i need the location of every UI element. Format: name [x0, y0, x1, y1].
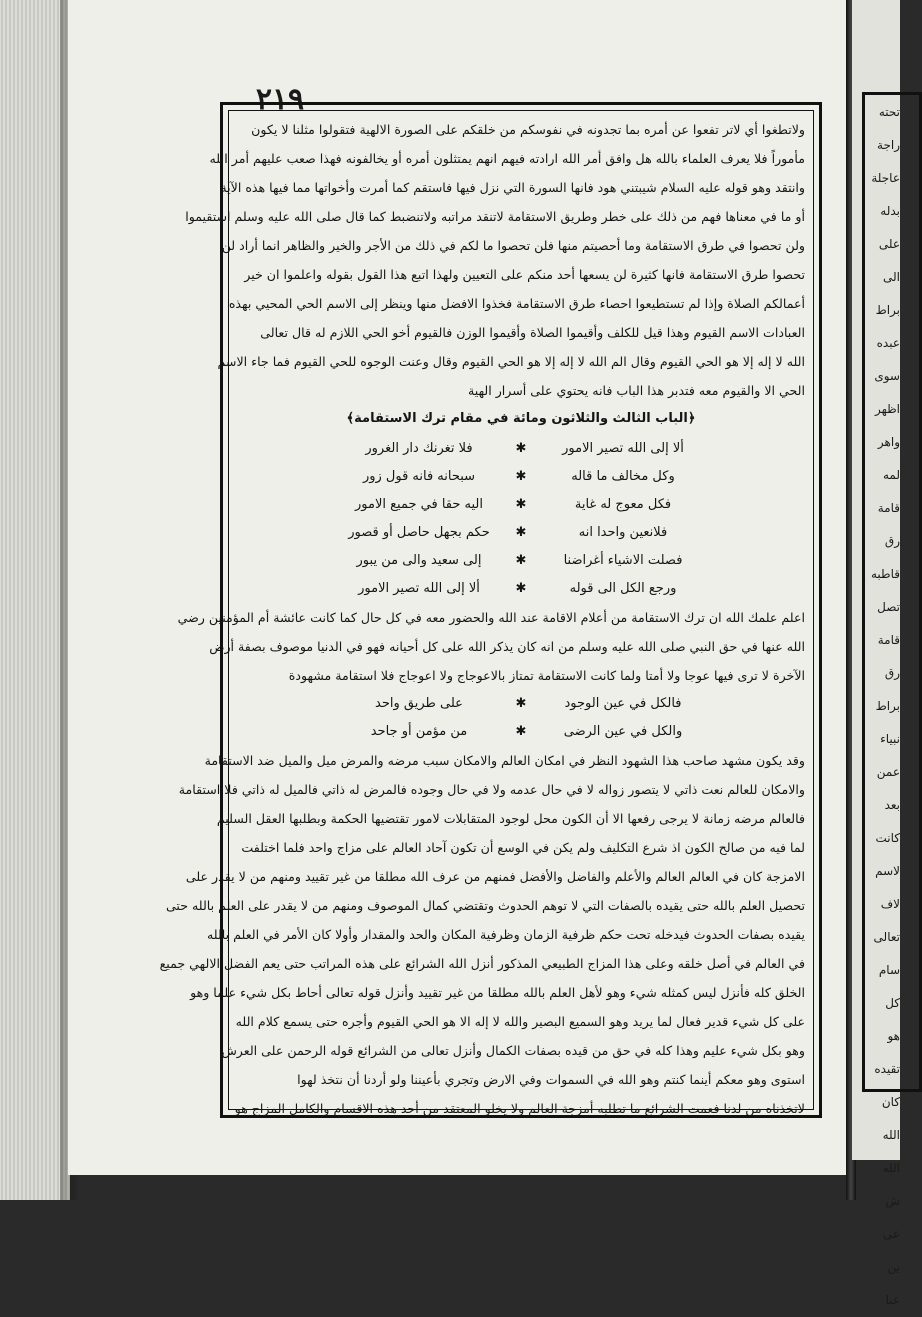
verse-first-hemistich: وكل مخالف ما قاله: [571, 469, 675, 484]
chapter-title: ﴿الباب الثالث والثلاثون ومائة في مقام ترك الاستقامة﴾: [346, 411, 696, 426]
paragraph-1: [185, 115, 805, 405]
poem-verse: [237, 491, 805, 519]
facing-line: عبا: [885, 1293, 900, 1307]
verse-separator-icon: ✱: [515, 696, 527, 711]
facing-line: لاسم: [875, 864, 900, 878]
verse-second-hemistich: إلى سعيد والى من يبور: [356, 553, 482, 568]
text-line: الآخرة لا ترى فيها عوجا ولا أمتا ولما كانت الاستقامة تمتاز بالاعوجاج ولا اعوجاج فلا استقامة مشهودة: [288, 668, 805, 683]
verse-separator-icon: ✱: [515, 581, 527, 596]
verse-separator-icon: ✱: [515, 724, 527, 739]
text-line: الخلق كله فأنزل ليس كمثله شيء وهو لأهل العلم بالله مطلقا من غير تقييد وأنزل قوله تعالى أحاط بكل شيء علما وهو: [190, 985, 805, 1000]
text-line: ولاتطغوا أي لاتر تفعوا عن أمره بما تجدونه في نفوسكم من خلقكم على الصورة الالهية فتقولوا مثلنا لا يكون: [251, 122, 805, 137]
facing-line: تعالى: [873, 930, 900, 944]
text-line: أو ما في معناها فهم من ذلك على خطر وطريق الاستقامة لاتنقد مراتبه ولاتنضبط كما قال صلى الله عليه وسلم استقيموا: [185, 209, 805, 224]
poem-verse: [237, 690, 805, 718]
facing-line: على: [878, 237, 900, 251]
poem-verse: [237, 519, 805, 547]
paragraph-2: [177, 603, 805, 690]
verse-first-hemistich: فالكل في عين الوجود: [564, 696, 682, 711]
facing-line: سام: [878, 963, 900, 977]
facing-line: كان: [881, 1095, 900, 1109]
facing-line: عى: [882, 1227, 900, 1241]
facing-line: قامة: [877, 501, 900, 515]
text-line: تحصوا طرق الاستقامة فانها كثيرة لن يسعها أحد منكم على التعيين ولهذا اتبع هذا القول بقوله واعلموا ان خير: [244, 267, 805, 282]
text-line: لما فيه من صالح الكون اذ شرع التكليف ولم يكن في الوسع أن تكون آحاد العالم على مزاج واحد فلما اختلفت: [241, 840, 805, 855]
facing-line: براط: [875, 303, 900, 317]
verse-first-hemistich: ألا إلى الله تصير الامور: [562, 441, 684, 456]
facing-line: الله: [882, 1161, 900, 1175]
facing-line: قاطبه: [871, 567, 900, 581]
facing-line: براط: [875, 699, 900, 713]
facing-line: سوى: [874, 369, 900, 383]
poem-verse: [237, 575, 805, 603]
facing-line: واهر: [877, 435, 900, 449]
facing-line: ين: [887, 1260, 900, 1274]
verse-second-hemistich: اليه حقا في جميع الامور: [355, 497, 483, 512]
text-line: فالعالم مرضه زمانة لا يرجى رفعها الا أن الكون محل لوجود المتقابلات لامور تقتضيها الحكمة وبطلبها العقل السليم: [216, 811, 805, 826]
facing-line: تصل: [877, 600, 900, 614]
main-text: [159, 111, 813, 1127]
facing-line: رق: [884, 534, 900, 548]
text-line: استوى وهو معكم أينما كنتم وهو الله في السموات وفي الارض وتجري بأعيننا ولو أردنا أن نتخذ لهوا: [297, 1072, 805, 1087]
verse-second-hemistich: سبحانه فانه قول زور: [362, 469, 476, 484]
facing-line: كانت: [875, 831, 900, 845]
verse-first-hemistich: فلانعين واحدا انه: [578, 525, 668, 540]
text-line: ولن تحصوا في طرق الاستقامة وما أحصيتم منها فلن تحصوا ما لكم في ذلك من الأجر والخير والظاهر انما أراد لن: [221, 238, 805, 253]
facing-line: الى: [883, 270, 900, 284]
verse-separator-icon: ✱: [515, 497, 527, 512]
text-line: وهو بكل شيء عليم وهذا كله في حق من قيده بصفات الكمال وأنزل تعالى من الشرائع قوله الرحمن على العرش: [221, 1043, 805, 1058]
facing-line: نبياء: [880, 732, 900, 746]
facing-line: راجة: [877, 138, 900, 152]
text-line: على كل شيء قدير فعال لما يريد وهو السميع البصير والله لا إله الا هو الحي القيوم وأجره حتى يسمع كلام الله: [235, 1014, 805, 1029]
facing-line: عاجلة: [871, 171, 900, 185]
text-line: وقد يكون مشهد صاحب هذا الشهود النظر في امكان العالم والامكان سبب مرضه والمرض ميل والميل ضد الاستقامة: [204, 753, 805, 768]
text-line: اعلم علمك الله ان ترك الاستقامة من أعلام الاقامة عند الله والحضور معه في كل حال كما كانت عائشة أم المؤمنين رضي: [177, 610, 805, 625]
poem-verse: [237, 718, 805, 746]
text-line: العبادات الاسم القيوم وهذا قيل للكلف وأقيموا الصلاة وأقيموا الوزن فالقيوم أخو الحي اللازم له قال تعالى: [260, 325, 805, 340]
verse-second-hemistich: ألا إلى الله تصير الامور: [358, 581, 480, 596]
verse-second-hemistich: فلا تغرنك دار الغرور: [365, 441, 473, 456]
text-line: في العالم في أصل خلقه وعلى هذا المزاج الطبيعي المذكور أنزل الله الشرائع على هذه المراتب حتى يعم الفضل الالهي جميع: [159, 956, 805, 971]
text-line: الله عنها في حق النبي صلى الله عليه وسلم من انه كان يذكر الله على كل أحيانه فهو في الدنيا موصوف بصفة أرض: [209, 639, 805, 654]
poem-verse: [237, 547, 805, 575]
text-line: مأموراً فلا يعرف العلماء بالله هل وافق أمر الله ارادته فيهم انهم يمتثلون أمره أو يخالفونه فهذا صعب عليهم أمر الله: [209, 151, 805, 166]
facing-line: الله: [882, 1128, 900, 1142]
facing-line: رق: [884, 666, 900, 680]
verse-first-hemistich: ورجع الكل الى قوله: [569, 581, 677, 596]
facing-line: هو: [887, 1029, 900, 1043]
verse-first-hemistich: فكل معوج له غاية: [574, 497, 672, 512]
poem-verse: [237, 435, 805, 463]
verse-separator-icon: ✱: [515, 441, 527, 456]
verse-separator-icon: ✱: [515, 469, 527, 484]
text-line: وانتقد وهو قوله عليه السلام شيبتني هود فانها السورة التي نزل فيها فاستقم كما أمرت وأخواتها مما فيها هذه الآية: [220, 180, 805, 195]
verse-separator-icon: ✱: [515, 553, 527, 568]
text-frame: [159, 110, 814, 1116]
facing-line: لاف: [880, 897, 900, 911]
facing-line: اظهر: [874, 402, 900, 416]
text-line: الحي الا والقيوم معه فتدبر هذا الباب فانه يحتوي على أسرار الهية: [468, 383, 805, 398]
text-line: الامزجة كان في العالم العالم والأعلم والفاضل والأفضل فمنهم من عرف الله مطلقا من غير تقييد ومنهم من لا يقدر على: [185, 869, 805, 884]
verse-second-hemistich: من مؤمن أو جاحد: [370, 724, 468, 739]
verse-second-hemistich: على طريق واحد: [375, 696, 463, 711]
verse-second-hemistich: حكم بجهل حاصل أو قصور: [348, 525, 490, 540]
facing-line: ش: [885, 1194, 900, 1208]
poem-1: [237, 435, 805, 603]
facing-line: كل: [885, 996, 900, 1010]
poem-verse: [237, 463, 805, 491]
text-line: الله لا إله إلا هو الحي القيوم وقال الم الله لا إله إلا هو الحي القيوم وقال وعنت الوجوه للحي القيوم فما جاء الاسم: [217, 354, 805, 369]
facing-line: بعد: [884, 798, 900, 812]
poem-2: [237, 690, 805, 746]
text-line: أعمالكم الصلاة وإذا لم تستطيعوا احصاء طرق الاستقامة فخذوا الافضل منها وينظر إلى الاسم الحي المحيي بهذه: [228, 296, 805, 311]
text-line: تحصيل العلم بالله حتى يقيده بالصفات التي لا توهم الحدوث وتقتضي كمال الموصوف ومنهم من لا يقدر على العلم بالله حتى: [165, 898, 805, 913]
facing-line: تحته: [878, 105, 900, 119]
page-number: ٢١٩: [255, 82, 305, 117]
facing-line: تقيده: [874, 1062, 900, 1076]
facing-line: عمن: [876, 765, 900, 779]
facing-line: بدله: [880, 204, 900, 218]
text-line: يقيده بصفات الحدوث فيدخله تحت حكم ظرفية الزمان وظرفية المكان والحد والمقدار وأولا كان الأمر في العلم بالله: [207, 927, 805, 942]
facing-page-text: [868, 96, 900, 1307]
text-line: والامكان للعالم نعت ذاتي لا يتصور زواله لا في حال عدمه ولا في حال وجوده فالمرض له ذاتي فالميل له ذاتي فلا استقامة: [178, 782, 805, 797]
text-line: لاتخذناه من لدنا فعمت الشرائع ما تطلبه أمزجة العالم ولا يخلو المعتقد من أحد هذه الاقسام والكامل المزاج هو: [234, 1101, 805, 1116]
paragraph-3: [159, 746, 805, 1123]
verse-first-hemistich: فصلت الاشياء أغراضنا: [563, 553, 683, 568]
facing-line: قامة: [877, 633, 900, 647]
verse-first-hemistich: والكل في عين الرضى: [563, 724, 683, 739]
verse-separator-icon: ✱: [515, 525, 527, 540]
facing-line: عبده: [876, 336, 900, 350]
facing-line: لمه: [882, 468, 900, 482]
